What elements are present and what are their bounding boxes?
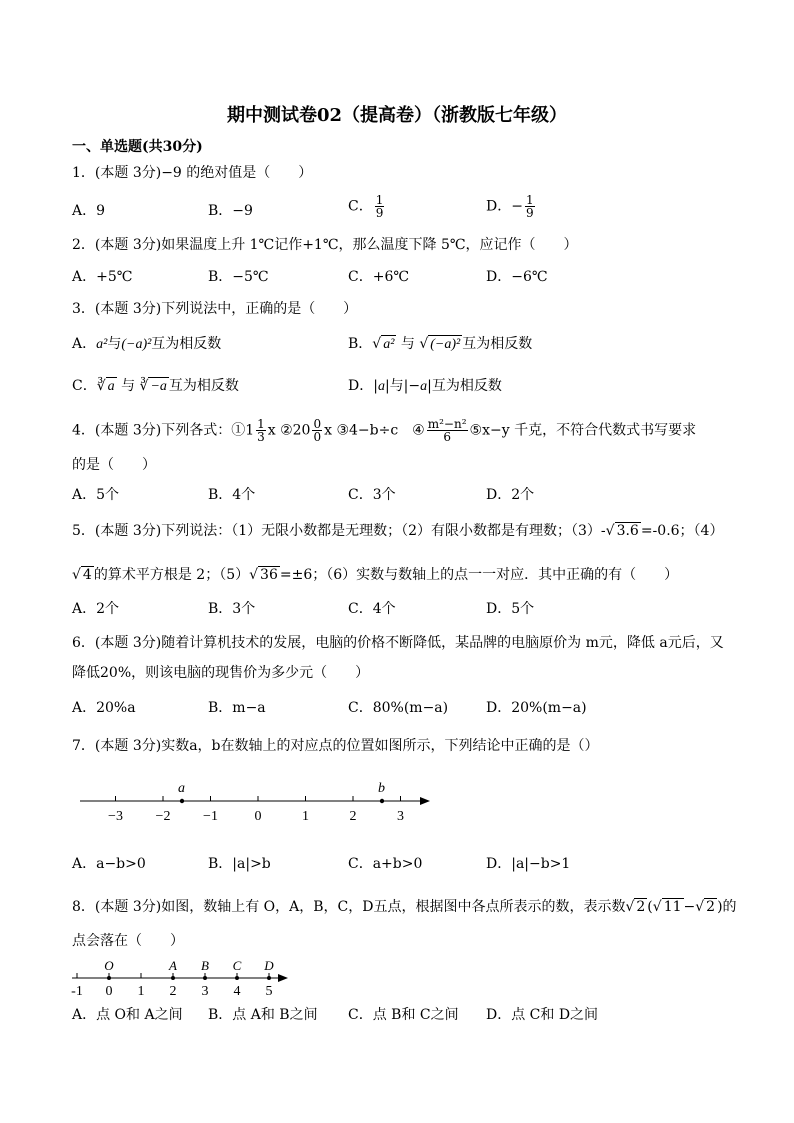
section-heading: 一、单选题(共30分) [72,139,203,155]
q1-option-b[interactable]: B．−9 [208,203,253,219]
q4-option-d[interactable]: D．2个 [486,487,535,503]
q2-option-c[interactable]: C．+6℃ [348,269,410,285]
q7-tick-label: 3 [397,809,404,824]
q6-option-c[interactable]: C．80%(m−a) [348,700,449,716]
q8-point-label: B [201,958,209,973]
q4-option-c[interactable]: C．3个 [348,487,396,503]
point-a-dot [180,799,184,803]
q8-point-label: O [104,958,114,973]
page-title: 期中测试卷02（提高卷）（浙教版七年级） [226,105,568,126]
question-4-stem-cont: 的是（ ） [72,457,156,473]
question-8-line-2: 点会落在（ ） [72,933,184,949]
question-1-stem: 1．(本题 3分)−9 的绝对值是（ ） [72,165,313,181]
q8-option-d[interactable]: D．点 C和 D之间 [486,1007,599,1023]
axis-arrow-icon [278,974,288,982]
q2-option-b[interactable]: B．−5℃ [208,269,269,285]
q3-option-d[interactable]: D．|a|与|−a|互为相反数 [348,378,502,394]
question-8-line-1: 8．(本题 3分)如图，数轴上有 O，A，B，C，D五点，根据图中各点所表示的数，表示数√ 2 (√ 11 −√ 2 )的 [72,899,737,915]
q8-point-a [171,976,175,980]
question-6-line-1: 6．(本题 3分)随着计算机技术的发展，电脑的价格不断降低，某品牌的电脑原价为 m元，降低 a元后，又 [72,635,724,651]
q7-option-b[interactable]: B．|a|>b [208,856,271,872]
q8-number-line [66,956,296,1000]
q8-tick-label: 5 [265,984,273,999]
axis-arrow-icon [420,797,430,805]
question-4-stem: 4．(本题 3分)下列各式：①1 $\frac{1}{3}$ x ②20 $\frac{0}{0}$ x ③4−b÷c ④ $\frac{\text{m²−n²}}{6}$ ⑤x−y 千克，不符合代数式书写要求 [72,417,697,444]
q8-tick-label: 1 [137,984,145,999]
q6-option-b[interactable]: B．m−a [208,700,266,716]
q8-point-group [104,958,274,980]
q8-tick-label: 4 [233,984,241,999]
question-3-stem: 3．(本题 3分)下列说法中，正确的是（ ） [72,301,358,317]
q7-option-a[interactable]: A．a−b>0 [72,856,146,872]
q3-option-b[interactable]: B．√ a² 与 √ (−a)² 互为相反数 [348,336,533,352]
q1-option-c[interactable]: C． $\frac{1}{9}$ [348,193,384,220]
q7-option-d[interactable]: D．|a|−b>1 [486,856,571,872]
q7-tick-label: 1 [302,809,309,824]
q8-point-c [235,976,239,980]
q8-tick-label: 3 [201,984,209,999]
q1-option-d[interactable]: D．− $\frac{1}{9}$ [486,193,534,220]
q3-option-c[interactable]: C．∛ a 与 ∛ −a 互为相反数 [72,378,239,394]
q5-option-d[interactable]: D．5个 [486,601,535,617]
q8-point-o [107,976,111,980]
q8-option-b[interactable]: B．点 A和 B之间 [208,1007,318,1023]
q5-option-b[interactable]: B．3个 [208,601,256,617]
q1-option-a[interactable]: A．9 [72,203,106,219]
question-5-line-1: 5．(本题 3分)下列说法：（1）无限小数都是无理数；（2）有限小数都是有理数；（3）-√ 3.6 =-0.6；（4） [72,523,724,539]
q2-option-a[interactable]: A．+5℃ [72,269,133,285]
q7-tick-group [108,796,404,824]
q8-point-d [267,976,271,980]
point-b-label: b [378,781,385,796]
q8-point-label: D [264,958,274,973]
q7-tick-label: 2 [349,809,357,824]
question-5-line-2: √ 4 的算术平方根是 2；（5）√ 36 =±6；（6）实数与数轴上的点一一对应．其中正确的有（ ） [72,567,679,583]
q8-point-b [203,976,207,980]
question-6-line-2: 降低20%，则该电脑的现售价为多少元（ ） [72,665,370,681]
point-a-label: a [178,781,185,796]
q8-tick-label: 0 [105,984,113,999]
q4-option-b[interactable]: B．4个 [208,487,256,503]
q5-option-c[interactable]: C．4个 [348,601,396,617]
q8-tick-label: 2 [169,984,177,999]
q7-tick-label: −3 [108,809,123,824]
q8-option-c[interactable]: C．点 B和 C之间 [348,1007,459,1023]
q5-option-a[interactable]: A．2个 [72,601,120,617]
question-7-stem: 7．(本题 3分)实数a，b在数轴上的对应点的位置如图所示，下列结论中正确的是（） [72,738,599,754]
q3-option-a[interactable]: A．a²与(−a)²互为相反数 [72,336,222,352]
q8-point-label: A [169,958,177,973]
q8-point-label: C [232,958,242,973]
q7-tick-label: −2 [155,809,171,824]
q8-option-a[interactable]: A．点 O和 A之间 [72,1007,183,1023]
point-b-dot [380,799,384,803]
q8-tick-label: -1 [71,984,83,999]
q6-option-d[interactable]: D．20%(m−a) [486,700,587,716]
q2-option-d[interactable]: D．−6℃ [486,269,548,285]
q4-option-a[interactable]: A．5个 [72,487,120,503]
q7-number-line [72,774,442,824]
q7-tick-label: 0 [254,809,262,824]
question-2-stem: 2．(本题 3分)如果温度上升 1℃记作+1℃，那么温度下降 5℃，应记作（ ） [72,237,578,253]
q7-tick-label: −1 [203,809,218,824]
q6-option-a[interactable]: A．20%a [72,700,136,716]
q7-option-c[interactable]: C．a+b>0 [348,856,423,872]
